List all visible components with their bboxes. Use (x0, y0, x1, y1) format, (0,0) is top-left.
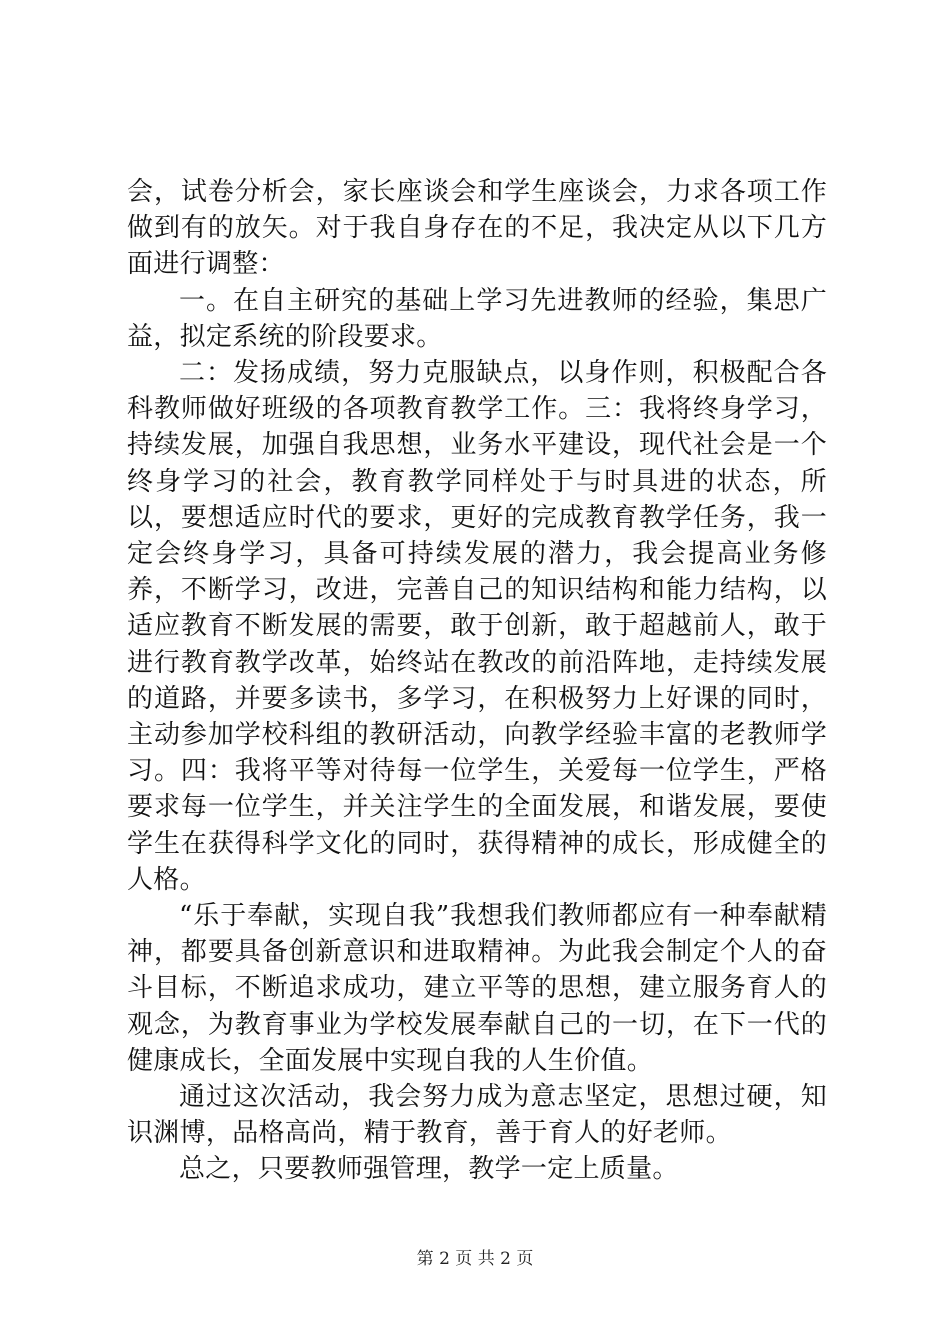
paragraph-conclusion: 总之，只要教师强管理，教学一定上质量。 (179, 1154, 679, 1185)
paragraph-continuation: 会，试卷分析会，家长座谈会和学生座谈会，力求各项工作做到有的放矢。对于我自身存在的不足，我决定从以下几方面进行调整： (127, 177, 827, 280)
paragraph-point-one: 一。在自主研究的基础上学习先进教师的经验，集思广益，拟定系统的阶段要求。 (127, 285, 827, 352)
document-body (127, 174, 827, 1188)
paragraph-activity: 通过这次活动，我会努力成为意志坚定，思想过硬，知识渊博，品格高尚，精于教育，善于育人的好老师。 (127, 1082, 827, 1149)
page-number-footer: 第 2 页 共 2 页 (416, 1249, 534, 1269)
paragraph-points-two-to-four: 二：发扬成绩，努力克服缺点，以身作则，积极配合各科教师做好班级的各项教育教学工作。三：我将终身学习，持续发展，加强自我思想，业务水平建设，现代社会是一个终身学习的社会，教育教学同样处于与时具进的状态，所以，要想适应时代的要求，更好的完成教育教学任务，我一定会终身学习，具备可持续发展的潜力，我会提高业务修养，不断学习，改进，完善自己的知识结构和能力结构，以适应教育不断发展的需要，敢于创新，敢于超越前人，敢于进行教育教学改革，始终站在教改的前沿阵地，走持续发展的道路，并要多读书，多学习，在积极努力上好课的同时，主动参加学校科组的教研活动，向教学经验丰富的老教师学习。四：我将平等对待每一位学生，关爱每一位学生，严格要求每一位学生，并关注学生的全面发展，和谐发展，要使学生在获得科学文化的同时，获得精神的成长，形成健全的人格。 (127, 358, 827, 895)
paragraph-dedication: “乐于奉献，实现自我”我想我们教师都应有一种奉献精神，都要具备创新意识和进取精神。为此我会制定个人的奋斗目标，不断追求成功，建立平等的思想，建立服务育人的观念，为教育事业为学校发展奉献自己的一切，在下一代的健康成长，全面发展中实现自我的人生价值。 (127, 901, 827, 1076)
